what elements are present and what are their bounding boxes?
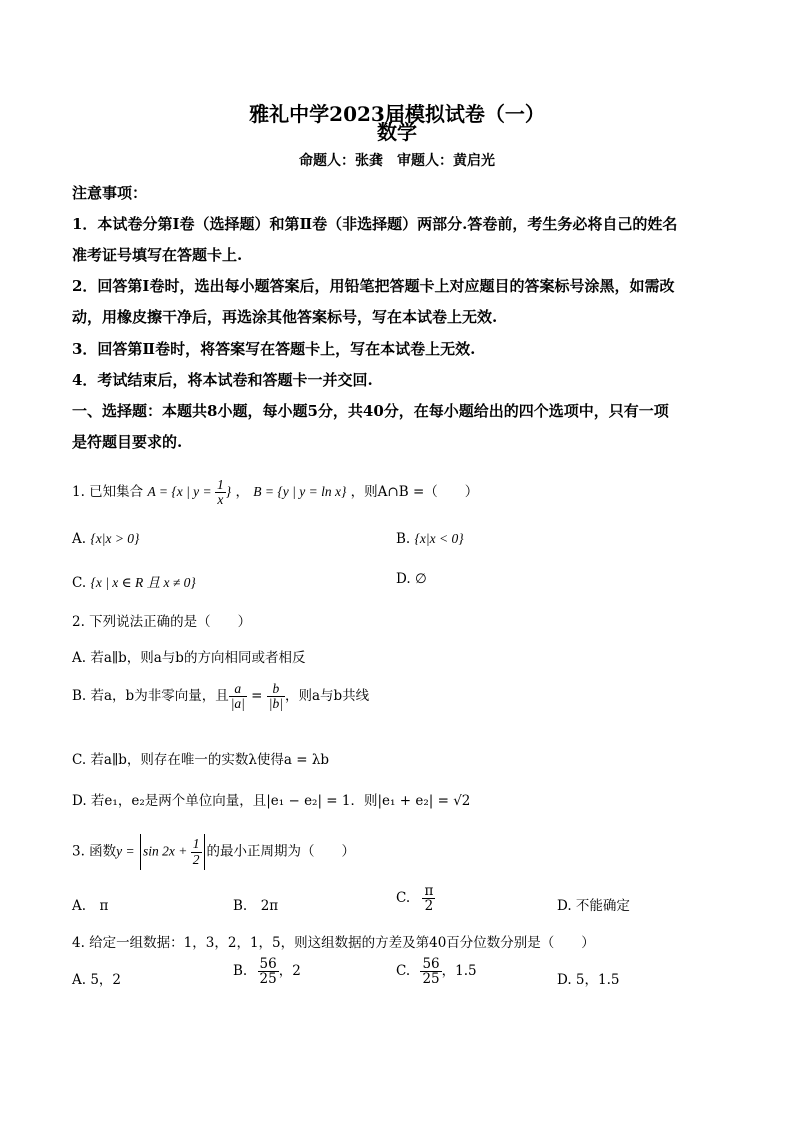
- q1-option-c-text: {x | x ∈ R 且 x ≠ 0}: [90, 575, 196, 590]
- q4-option-b-den: 25: [259, 971, 277, 988]
- q2-option-c[interactable]: C. 若a∥b，则存在唯一的实数λ使得a = λb: [72, 752, 330, 768]
- section-1-line-1: 一、选择题：本题共8小题，每小题5分，共40分，在每小题给出的四个选项中，只有一项: [72, 402, 669, 420]
- q3-y: y =: [116, 843, 139, 859]
- q2-option-b-pre: B. 若a，b为非零向量，且: [72, 688, 229, 705]
- note-2-line-2: 动，用橡皮擦干净后，再选涂其他答案标号，写在本试卷上无效.: [72, 308, 498, 326]
- set-comma: ，: [235, 484, 249, 501]
- q4-option-c-fraction: [420, 957, 441, 986]
- q3-option-c-den: 2: [424, 898, 434, 915]
- q2-option-a[interactable]: A. 若a∥b，则a与b的方向相同或者相反: [72, 650, 306, 666]
- q3-option-a[interactable]: A. π: [72, 898, 109, 914]
- q1-option-d-text: ∅: [414, 571, 427, 587]
- exam-authors: 命题人：张龚 审题人：黄启光: [299, 153, 495, 169]
- question-1-suffix: ，则A∩B =（ ）: [350, 484, 479, 501]
- q2-option-b-post: ，则a与b共线: [284, 688, 370, 705]
- q4-option-c-den: 25: [422, 971, 440, 988]
- q4-option-c-post: ，1.5: [441, 963, 477, 980]
- q4-option-c[interactable]: [396, 957, 477, 986]
- q3-option-c[interactable]: [396, 884, 435, 913]
- q2-option-d[interactable]: D. 若e₁，e₂是两个单位向量，且|e₁ − e₂| = 1．则|e₁ + e₂| = √2: [72, 793, 471, 809]
- q4-option-b-num: 56: [259, 956, 277, 972]
- q3-inner: sin 2x +: [143, 843, 191, 859]
- exam-subject: 数学: [377, 120, 417, 144]
- q2-option-b[interactable]: [72, 682, 369, 711]
- q3-fraction: [191, 837, 202, 866]
- q1-option-c[interactable]: [72, 571, 196, 591]
- q3-num: 1: [192, 836, 200, 852]
- question-2-stem: 2. 下列说法正确的是（ ）: [72, 614, 252, 630]
- notes-heading: 注意事项：: [72, 184, 148, 202]
- q4-option-c-num: 56: [422, 956, 440, 972]
- q1-option-a[interactable]: [72, 531, 139, 547]
- abs-bar-right: [204, 834, 205, 870]
- q4-option-b-post: ，2: [278, 963, 301, 980]
- q2-fraction-a: [229, 682, 247, 711]
- q2-equals: =: [246, 688, 267, 705]
- q2-fraction-a-den: |a|: [230, 696, 245, 712]
- q1-option-d-label: D.: [396, 571, 411, 587]
- q1-option-b[interactable]: [396, 531, 464, 547]
- q3-option-c-fraction: [422, 884, 435, 913]
- question-4-stem: 4. 给定一组数据：1，3，2，1，5，则这组数据的方差及第40百分位数分别是（ ）: [72, 935, 595, 951]
- q2-fraction-a-num: a: [229, 682, 247, 697]
- set-a-denominator: x: [217, 492, 224, 508]
- q1-option-a-label: A.: [72, 531, 87, 547]
- q4-option-b-fraction: [258, 957, 279, 986]
- note-1-line-2: 准考证号填写在答题卡上.: [72, 246, 243, 264]
- q4-option-b-label: B.: [233, 963, 248, 980]
- q3-option-c-label: C.: [396, 890, 411, 907]
- question-1-stem: [72, 478, 478, 507]
- note-4: 4．考试结束后，将本试卷和答题卡一并交回.: [72, 371, 373, 389]
- q4-option-b[interactable]: [233, 957, 301, 986]
- note-2-line-1: 2．回答第Ⅰ卷时，选出每小题答案后，用铅笔把答题卡上对应题目的答案标号涂黑，如需改: [72, 277, 675, 295]
- q2-fraction-b-num: b: [267, 682, 285, 697]
- set-a-left: A = {x | y =: [147, 484, 216, 500]
- q3-option-b[interactable]: B. 2π: [233, 898, 279, 914]
- exam-title: 雅礼中学2023届模拟试卷（一）: [249, 102, 545, 126]
- set-b: B = {y | y = ln x}: [253, 484, 347, 500]
- q4-option-a[interactable]: A. 5，2: [72, 972, 122, 988]
- set-a-numerator: 1: [217, 477, 224, 492]
- question-3-stem: [72, 834, 355, 870]
- q3-pre: 3. 函数: [72, 843, 117, 860]
- q2-fraction-b-den: |b|: [268, 696, 283, 712]
- q3-option-d[interactable]: D. 不能确定: [557, 898, 630, 914]
- note-3: 3．回答第Ⅱ卷时，将答案写在答题卡上，写在本试卷上无效.: [72, 340, 476, 358]
- q3-post: 的最小正周期为（ ）: [206, 843, 356, 860]
- q4-option-c-label: C.: [396, 963, 411, 980]
- question-1-prefix: 1. 已知集合: [72, 484, 144, 501]
- section-1-line-2: 是符题目要求的.: [72, 433, 183, 451]
- q3-option-c-num: π: [424, 883, 434, 899]
- set-a-fraction: [215, 478, 226, 507]
- note-1-line-1: 1．本试卷分第Ⅰ卷（选择题）和第Ⅱ卷（非选择题）两部分.答卷前，考生务必将自己的姓名: [72, 215, 678, 233]
- q1-option-d[interactable]: [396, 571, 427, 587]
- q1-option-b-label: B.: [396, 531, 411, 547]
- abs-bar-left: [140, 834, 141, 870]
- q1-option-b-text: {x|x < 0}: [414, 531, 464, 546]
- set-a-right: }: [225, 484, 232, 500]
- q4-option-d[interactable]: D. 5，1.5: [557, 972, 620, 988]
- q1-option-a-text: {x|x > 0}: [90, 531, 140, 546]
- q1-option-c-label: C.: [72, 575, 87, 591]
- q3-den: 2: [192, 851, 200, 867]
- q2-fraction-b: [267, 682, 285, 711]
